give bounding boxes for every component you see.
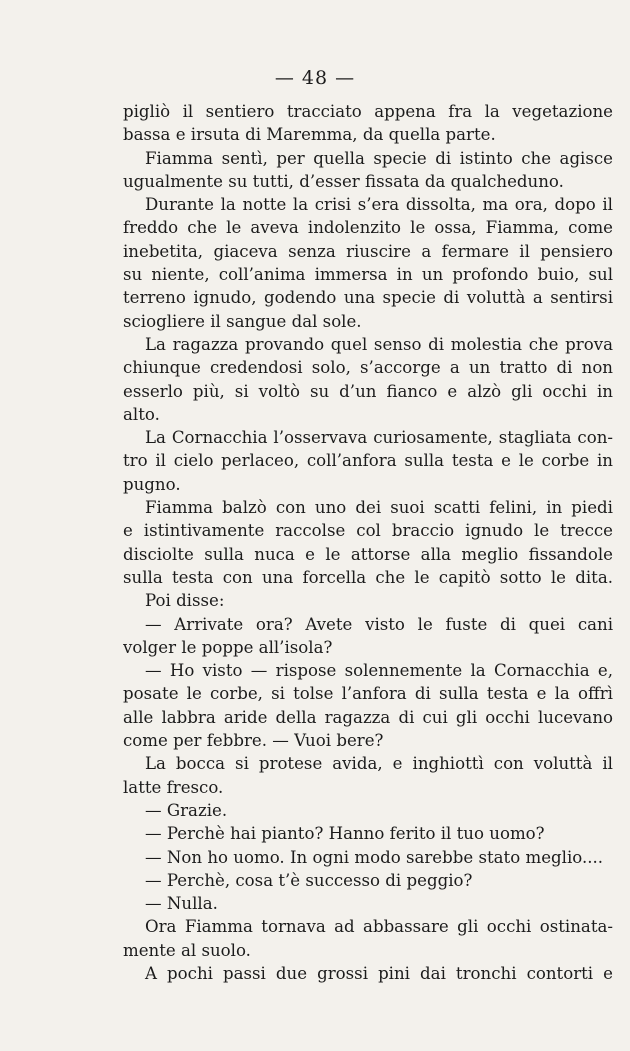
text-line: volger le poppe all’isola? [123, 637, 333, 657]
text-line: freddo che le aveva indolenzito le ossa, Fiamma, come [123, 218, 613, 238]
text-line: — Non ho uomo. In ogni modo sarebbe stato meglio.... [145, 847, 604, 867]
text-line: come per febbre. — Vuoi bere? [123, 731, 384, 751]
text-line: ugualmente su tutti, d’esser fissata da qualcheduno. [123, 171, 564, 191]
text-line: alto. [123, 404, 160, 424]
text-line: — Perchè hai pianto? Hanno ferito il tuo uomo? [145, 824, 545, 844]
text-line: Fiamma sentì, per quella specie di istinto che agisce [145, 148, 613, 168]
body-text [123, 100, 613, 985]
page-number: — 48 — [274, 67, 356, 89]
text-line: — Perchè, cosa t’è successo di peggio? [145, 870, 473, 890]
text-line: Poi disse: [145, 591, 225, 611]
text-line: terreno ignudo, godendo una specie di voluttà a sentirsi [123, 288, 613, 308]
text-line: disciolte sulla nuca e le attorse alla meglio fissandole [123, 544, 613, 564]
text-line: Fiamma balzò con uno dei suoi scatti felini, in piedi [145, 498, 613, 518]
text-line: sulla testa con una forcella che le capitò sotto le dita. [123, 567, 613, 587]
text-line: sciogliere il sangue dal sole. [123, 311, 362, 331]
text-line: — Arrivate ora? Avete visto le fuste di quei cani [145, 614, 613, 634]
text-line: chiunque credendosi solo, s’accorge a un tratto di non [123, 358, 613, 378]
text-line: inebetita, giaceva senza riuscire a fermare il pensiero [123, 241, 613, 261]
text-line: bassa e irsuta di Maremma, da quella parte. [123, 125, 496, 145]
text-line: alle labbra aride della ragazza di cui gli occhi lucevano [123, 707, 613, 727]
text-line: tro il cielo perlaceo, coll’anfora sulla testa e le corbe in [123, 451, 613, 471]
text-line: Durante la notte la crisi s’era dissolta, ma ora, dopo il [145, 195, 613, 215]
text-line: latte fresco. [123, 777, 224, 797]
text-line: La bocca si protese avida, e inghiottì con voluttà il [145, 754, 613, 774]
text-line: pugno. [123, 474, 181, 494]
text-line: mente al suolo. [123, 940, 251, 960]
text-line: — Grazie. [145, 800, 228, 820]
text-line: esserlo più, si voltò su d’un fianco e alzò gli occhi in [123, 381, 613, 401]
text-line: e istintivamente raccolse col braccio ignudo le trecce [123, 521, 613, 541]
text-line: pigliò il sentiero tracciato appena fra la vegetazione [123, 102, 613, 121]
text-line: posate le corbe, si tolse l’anfora di sulla testa e la offrì [123, 684, 613, 704]
text-line: — Ho visto — rispose solennemente la Cornacchia e, [145, 661, 613, 681]
text-line: A pochi passi due grossi pini dai tronchi contorti e [145, 963, 613, 983]
text-line: su niente, coll’anima immersa in un profondo buio, sul [123, 265, 613, 285]
text-line: — Nulla. [145, 894, 218, 914]
text-line: Ora Fiamma tornava ad abbassare gli occhi ostinata- [145, 917, 613, 937]
text-line: La ragazza provando quel senso di molestia che prova [145, 334, 613, 354]
text-line: La Cornacchia l’osservava curiosamente, stagliata con- [145, 428, 613, 448]
